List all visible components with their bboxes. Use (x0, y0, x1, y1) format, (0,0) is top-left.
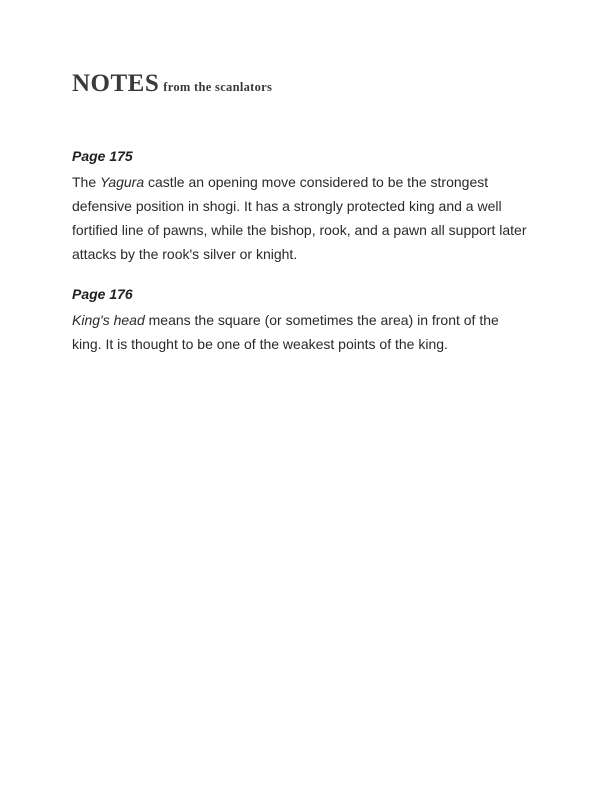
note-body-text: castle an opening move considered to be the strongest defensive position in shogi. It has a strongly protected king and a well fortified line of pawns, while the bishop, rook, and a pawn all support later attacks by the rook's silver or knight. (72, 174, 527, 262)
note-body (72, 308, 528, 356)
note-term: King's head (72, 312, 145, 328)
note-body (72, 170, 528, 266)
note-page-176 (72, 284, 528, 356)
note-term: Yagura (100, 174, 145, 190)
note-page-175 (72, 146, 528, 266)
note-lead-text: The (72, 174, 101, 190)
notes-page (72, 64, 528, 352)
page-title-subtitle: from the scanlators (163, 80, 273, 94)
note-body-text: means the square (or sometimes the area) in front of the king. It is thought to be one of the weakest points of the king. (72, 312, 499, 352)
page-title-main: NOTES (72, 70, 160, 97)
note-page-label: Page 175 (72, 148, 133, 164)
page-title (72, 64, 528, 96)
note-page-label: Page 176 (72, 286, 133, 302)
